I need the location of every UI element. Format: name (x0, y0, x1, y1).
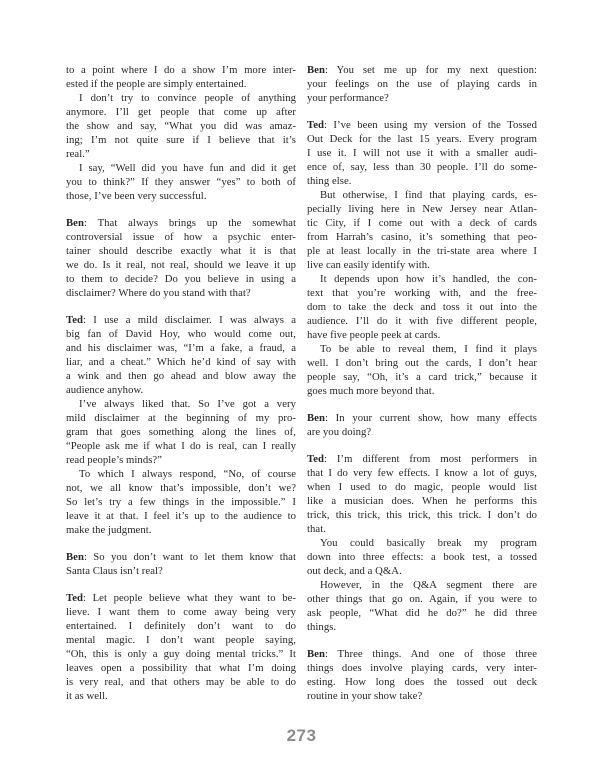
text-line: I say, “Well did you have fun and did it get (79, 162, 296, 174)
text-line: from Harrah’s casino, it’s something that peo- (307, 231, 537, 243)
text-line: Ted: Let people believe what they want to be- (66, 592, 296, 604)
text-line: that. (307, 523, 326, 535)
text-line: You could basically break my program (320, 537, 537, 549)
text-line: well. I don’t bring out the cards, I don’t hear (307, 357, 537, 369)
text-line: anymore. I’ll get people that come up after (66, 106, 296, 118)
text-line: “People ask me if what I do is real, can I really (66, 440, 296, 452)
paragraph (307, 578, 537, 634)
text-line: ested if the people are simply entertained. (66, 78, 247, 90)
text-line: “Oh, this is only a guy doing mental tricks.” It (66, 648, 296, 660)
text-line: that I do very few effects. I know a lot of guys, (307, 467, 537, 479)
text-line: leaves open a possibility that what I’m doing (66, 662, 296, 674)
text-line: real.” (66, 148, 90, 160)
speaker-label: Ben (307, 64, 325, 76)
speaker-label: Ben (66, 217, 84, 229)
text-line: make the judgment. (66, 524, 152, 536)
paragraph (307, 188, 537, 272)
text-line: audience. I’ll do it with five different people, (307, 315, 537, 327)
text-line: things does involve playing cards, very inter- (307, 662, 537, 674)
text-line: It depends upon how it’s handled, the con- (320, 273, 537, 285)
text-line: are you doing? (307, 426, 372, 438)
text-line: tic City, if I come out with a deck of cards (307, 217, 537, 229)
text-line: the show and say, “What you did was amaz- (66, 120, 296, 132)
speaker-paragraph (66, 216, 296, 300)
text-line: Santa Claus isn’t real? (66, 565, 163, 577)
text-line: audience anyhow. (66, 384, 144, 396)
page-number: 273 (286, 726, 317, 745)
text-line: down into three effects: a book test, a tossed (307, 551, 537, 563)
text-column-left (66, 63, 296, 703)
paragraph (66, 63, 296, 91)
text-line: I use it. I will not use it with a smaller audi- (307, 147, 537, 159)
text-line: gram that goes something along the lines of, (66, 426, 296, 438)
text-line: those, I’ve been very successful. (66, 190, 207, 202)
text-line: live can easily identify with. (307, 259, 430, 271)
text-line: tainer should describe exactly what it is that (66, 245, 296, 257)
text-line: I don’t try to convince people of anything (79, 92, 296, 104)
speaker-paragraph (66, 550, 296, 578)
speaker-label: Ted (307, 453, 324, 465)
text-column-right (307, 63, 537, 703)
text-line: Ben: In your current show, how many effects (307, 412, 537, 424)
text-line: Ted: I’m different from most performers in (307, 453, 537, 465)
text-line: leave it at that. I feel it’s up to the audience to (66, 510, 296, 522)
text-line: Ben: That always brings up the somewhat (66, 217, 296, 229)
text-line: mild disclaimer at the beginning of my pro- (66, 412, 296, 424)
text-line: like a musician does. When he performs this (307, 495, 537, 507)
speaker-label: Ben (307, 412, 325, 424)
text-line: out deck, and a Q&A. (307, 565, 402, 577)
text-line: you to think?” If they answer “yes” to both of (66, 176, 296, 188)
text-line: read people’s minds?” (66, 454, 163, 466)
paragraph (66, 397, 296, 467)
text-line: other things that go on. Again, if you were to (307, 593, 537, 605)
text-line: Ted: I’ve been using my version of the Tossed (307, 119, 537, 131)
speaker-paragraph (66, 313, 296, 397)
speaker-paragraph (307, 411, 537, 439)
paragraph (307, 272, 537, 342)
text-line: text that you’re working with, and the free- (307, 287, 537, 299)
text-line: things. (307, 621, 337, 633)
text-line: controversial issue of how a psychic enter- (66, 231, 296, 243)
paragraph (66, 161, 296, 203)
paragraph (307, 536, 537, 578)
speaker-label: Ted (66, 592, 83, 604)
text-line: we do. Is it real, not real, should we leave it up (66, 259, 296, 271)
text-line: trick, this trick, this trick, this trick. I don’t do (307, 509, 537, 521)
speaker-paragraph (307, 118, 537, 188)
text-line: thing else. (307, 175, 352, 187)
text-line: ence of, say, less than 30 people. I’ll do some- (307, 161, 537, 173)
text-line: and his disclaimer was, “I’m a fake, a fraud, a (66, 342, 296, 354)
text-line: Out Deck for the last 15 years. Every program (307, 133, 537, 145)
text-line: not, we all know that’s impossible, don’t we? (66, 482, 296, 494)
text-line: Ben: You set me up for my next question: (307, 64, 537, 76)
text-line: pecially living here in New Jersey near Atlan- (307, 203, 537, 215)
text-line: have five people peek at cards. (307, 329, 441, 341)
text-line: mental magic. I don’t want people saying, (66, 634, 296, 646)
text-line: To be able to reveal them, I find it plays (320, 343, 537, 355)
text-line: But otherwise, I find that playing cards, es- (320, 189, 537, 201)
paragraph (307, 342, 537, 398)
text-line: ple at least locally in the tri-state area where I (307, 245, 537, 257)
text-line: disclaimer? Where do you stand with that? (66, 287, 251, 299)
text-columns (66, 63, 537, 703)
speaker-label: Ted (307, 119, 324, 131)
text-line: routine in your show take? (307, 690, 423, 702)
speaker-paragraph (307, 452, 537, 536)
text-line: entertained. I definitely don’t want to do (66, 620, 296, 632)
speaker-paragraph (307, 647, 537, 703)
paragraph (66, 467, 296, 537)
text-line: your performance? (307, 92, 389, 104)
text-line: So let’s try a few things in the impossible.” I (66, 496, 296, 508)
speaker-paragraph (307, 63, 537, 105)
text-line: dom to take the deck and toss it out into the (307, 301, 537, 313)
text-line: big fan of David Hoy, who would come out, (66, 328, 296, 340)
text-line: I’ve always liked that. So I’ve got a very (79, 398, 296, 410)
text-line: when I used to do magic, people would list (307, 481, 537, 493)
text-line: Ben: Three things. And one of those three (307, 648, 537, 660)
text-line: esting. How long does the tossed out deck (307, 676, 537, 688)
text-line: a wink and then go ahead and blow away the (66, 370, 296, 382)
text-line: ask people, “What did he do?” he did three (307, 607, 537, 619)
text-line: liar, and a cheat.” Which he’d kind of say with (66, 356, 296, 368)
speaker-label: Ted (66, 314, 83, 326)
paragraph (66, 91, 296, 161)
text-line: Ben: So you don’t want to let them know that (66, 551, 296, 563)
speaker-label: Ben (307, 648, 325, 660)
text-line: is very real, and that others may be able to do (66, 676, 296, 688)
text-line: goes much more beyond that. (307, 385, 435, 397)
text-line: to them to decide? Do you believe in using a (66, 273, 296, 285)
text-line: ing; I’m not quite sure if I believe that it’s (66, 134, 296, 146)
text-line: However, in the Q&A segment there are (320, 579, 537, 591)
text-line: it as well. (66, 690, 108, 702)
text-line: Ted: I use a mild disclaimer. I was always a (66, 314, 296, 326)
speaker-paragraph (66, 591, 296, 703)
text-line: to a point where I do a show I’m more inter- (66, 64, 296, 76)
text-line: people say, “Oh, it’s a card trick,” because it (307, 371, 537, 383)
speaker-label: Ben (66, 551, 84, 563)
text-line: To which I always respond, “No, of course (79, 468, 296, 480)
text-line: lieve. I want them to come away being very (66, 606, 296, 618)
text-line: your feelings on the use of playing cards in (307, 78, 537, 90)
